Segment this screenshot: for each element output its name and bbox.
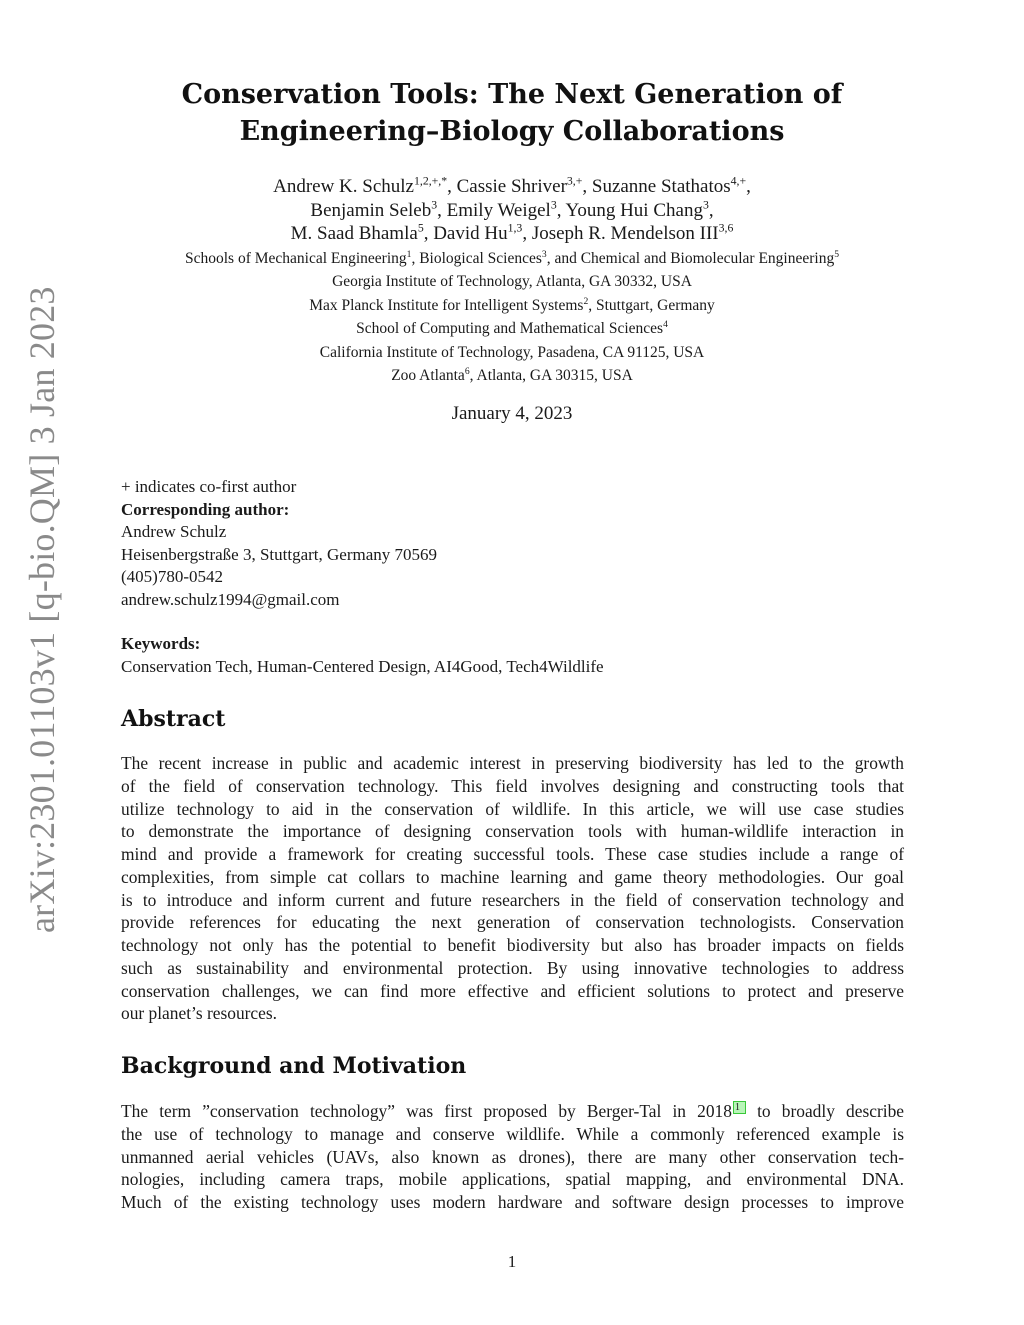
abstract-line: complexities, from simple cat collars to machine learning and game theory methodologies. Our goal <box>121 866 904 887</box>
author-name: Andrew K. Schulz <box>273 176 414 197</box>
author-name: Emily Weigel <box>446 199 551 221</box>
abstract-line: provide references for educating the next generation of conservation technologists. Conservation <box>121 912 904 933</box>
author-line-3: M. Saad Bhamla$^5$, David Hu$^{1,3}$, Joseph R. Mendelson III$^{3,6}$ <box>290 221 734 244</box>
arxiv-identifier-stamp: arXiv:2301.01103v1 [q-bio.QM] 3 Jan 2023 <box>22 286 62 933</box>
author-line-1: Andrew K. Schulz$^{1,2,+,*}$, Cassie Shriver$^{3,+}$, Suzanne Stathatos$^{4,+}$, <box>273 174 751 197</box>
background-line: unmanned aerial vehicles (UAVs, also known as drones), there are many other conservation tech- <box>121 1146 904 1167</box>
author-line-2: Benjamin Seleb$^3$, Emily Weigel$^3$, Young Hui Chang$^3$, <box>310 198 714 221</box>
affiliation-marker: 2 <box>583 295 589 307</box>
affiliation-text: Schools of Mechanical Engineering <box>184 250 407 267</box>
author-name: Young Hui Chang <box>565 199 703 221</box>
affiliation-text: Zoo Atlanta <box>391 367 465 385</box>
affiliation-line: California Institute of Technology, Pasadena, CA 91125, USA <box>319 343 705 361</box>
title-line-1: Conservation Tools: The Next Generation of <box>181 79 843 110</box>
author-affiliation-marker: 3 <box>702 198 709 212</box>
affiliation-line <box>120 294 904 317</box>
page-number: 1 <box>507 1252 517 1271</box>
author-affiliation-marker: 3,6 <box>718 221 734 235</box>
background-line: nologies, including camera traps, mobile applications, spatial mapping, and environmental DNA. <box>121 1169 904 1190</box>
affiliation-text: , Atlanta, GA 30315, USA <box>469 367 633 385</box>
corresponding-author-email[interactable]: andrew.schulz1994@gmail.com <box>121 589 340 609</box>
abstract-line: conservation challenges, we can find more effective and efficient solutions to protect and preserve <box>121 980 904 1001</box>
affiliation-line <box>120 317 904 340</box>
corresponding-author-phone: (405)780-0542 <box>121 567 223 587</box>
keywords-block <box>121 633 905 678</box>
affiliation-marker: 6 <box>464 365 470 377</box>
paper-title <box>120 76 904 150</box>
corresponding-author-label: Corresponding author: <box>121 499 290 519</box>
background-line: the use of technology to manage and conserve wildlife. While a commonly referenced example is <box>121 1123 904 1144</box>
affiliation-text: Max Planck Institute for Intelligent Systems <box>309 296 584 314</box>
citation-link[interactable]: 1 <box>733 1101 746 1114</box>
background-text: The term ”conservation technology” was first proposed by Berger-Tal in 2018 <box>121 1101 732 1121</box>
background-heading: Background and Motivation <box>121 1053 467 1079</box>
publication-date: January 4, 2023 <box>451 403 573 424</box>
abstract-line: The recent increase in public and academic interest in preserving biodiversity has led to the growth <box>121 753 904 773</box>
affiliations <box>120 247 904 387</box>
author-name: Joseph R. Mendelson III <box>531 223 719 244</box>
corresponding-author-address: Heisenbergstraße 3, Stuttgart, Germany 70569 <box>121 544 438 564</box>
abstract-line: of the field of conservation technology. This field involves designing and constructing tools that <box>121 775 904 796</box>
keywords-label: Keywords: <box>121 634 201 653</box>
affiliation-marker: 5 <box>834 248 840 260</box>
affiliation-line <box>120 364 904 387</box>
co-first-note: + indicates co-first author <box>121 477 297 496</box>
author-affiliation-marker: 4,+ <box>730 174 747 188</box>
affiliation-text: , Biological Sciences <box>411 250 542 267</box>
corresponding-author-block <box>121 476 905 612</box>
background-text: to broadly describe <box>745 1101 904 1121</box>
author-affiliation-marker: 3 <box>550 198 557 212</box>
author-affiliation-marker: 1,3 <box>507 221 523 235</box>
title-line-2: Engineering–Biology Collaborations <box>239 116 785 147</box>
keywords-list: Conservation Tech, Human-Centered Design, AI4Good, Tech4Wildlife <box>121 656 604 676</box>
affiliation-text: , Stuttgart, Germany <box>588 296 715 314</box>
affiliation-marker: 3 <box>541 248 547 260</box>
abstract-line: is to introduce and inform current and future researchers in the field of conservation technology and <box>121 889 904 910</box>
author-name: Benjamin Seleb <box>310 199 432 221</box>
author-name: Suzanne Stathatos <box>591 176 731 197</box>
author-affiliation-marker: 5 <box>417 221 424 235</box>
affiliation-marker: 1 <box>406 248 412 260</box>
abstract-line: such as sustainability and environmental protection. By using innovative technologies to address <box>121 957 904 978</box>
abstract-line: to demonstrate the importance of designing conservation tools with human-wildlife interaction in <box>121 821 904 842</box>
background-paragraph <box>121 1100 904 1214</box>
corresponding-author-name: Andrew Schulz <box>121 522 227 542</box>
abstract-paragraph <box>121 752 904 1025</box>
author-affiliation-marker: 3,+ <box>566 174 583 188</box>
background-line: Much of the existing technology uses modern hardware and software design processes to improve <box>121 1192 904 1212</box>
author-list <box>120 175 904 246</box>
author-name: David Hu <box>433 223 508 244</box>
author-name: Cassie Shriver <box>456 176 567 197</box>
author-affiliation-marker: 1,2,+,* <box>414 174 448 188</box>
abstract-line: our planet’s resources. <box>121 1003 277 1024</box>
affiliation-text: , and Chemical and Biomolecular Engineering <box>546 250 835 267</box>
affiliation-line <box>120 247 904 270</box>
affiliation-marker: 4 <box>663 319 668 331</box>
abstract-heading: Abstract <box>121 706 226 732</box>
abstract-line: mind and provide a framework for creating successful tools. These case studies include a range of <box>121 844 904 864</box>
abstract-line: technology not only has the potential to benefit biodiversity but also has broader impacts on fields <box>121 935 904 955</box>
affiliation-text: School of Computing and Mathematical Sciences <box>356 320 664 338</box>
abstract-line: utilize technology to aid in the conservation of wildlife. In this article, we will use case studies <box>121 798 904 819</box>
author-name: M. Saad Bhamla <box>290 223 418 244</box>
background-line <box>121 1100 904 1123</box>
author-affiliation-marker: 3 <box>431 198 438 212</box>
affiliation-line: Georgia Institute of Technology, Atlanta, GA 30332, USA <box>332 273 692 291</box>
